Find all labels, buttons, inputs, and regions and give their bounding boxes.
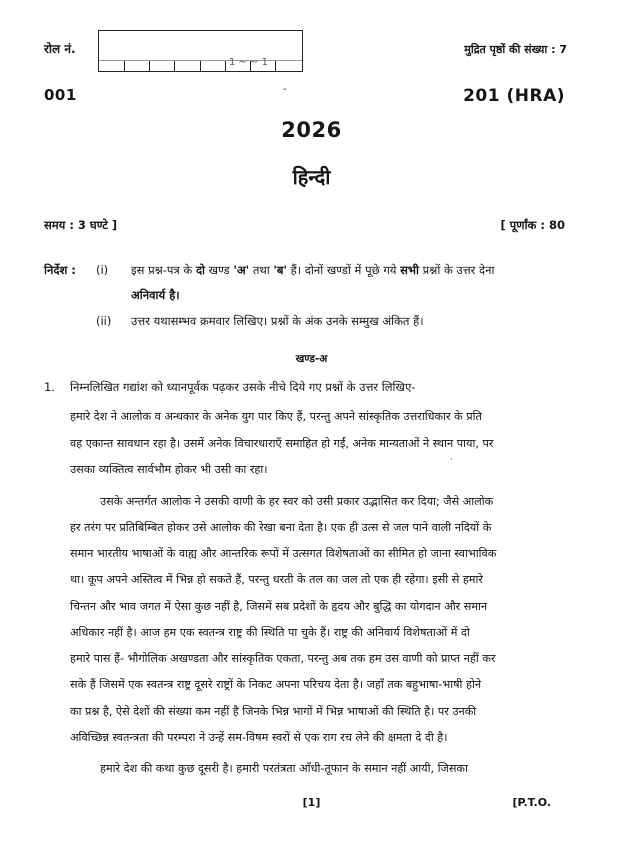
roll-box-cell-divider (275, 61, 276, 71)
passage-line: सके हैं जिसमें एक स्वतन्त्र राष्ट्र दूसरे राष्ट्रों के निकट अपना परिचय देता है। जहाँ तक बहुभाषा-भाषी होने (70, 678, 482, 691)
question-prompt: निम्नलिखित गद्यांश को ध्यानपूर्वक पढ़कर उसके नीचे दिये गए प्रश्नों के उत्तर लिखिए- (70, 380, 416, 394)
stray-mark: - (283, 84, 287, 95)
section-title: खण्ड-अ (295, 353, 328, 365)
question-number: 1. (44, 380, 55, 394)
passage-line: हमारे पास हैं- भौगोलिक अखण्डता और सांस्कृतिक एकता, परन्तु अब तक हम उस वाणी को प्राप्त नहीं कर (70, 652, 496, 665)
passage-line: अधिकार नहीं है। आज हम एक स्वतन्त्र राष्ट्र की स्थिति पा चुके हैं। राष्ट्र की अनिवार्य विशेषताओं में दो (70, 626, 470, 639)
stray-dot: · (450, 455, 453, 464)
instruction-number: (ii) (96, 314, 112, 328)
passage-line: का प्रश्न है, ऐसे देशों की संख्या कम नहीं है जिनके भिन्न भागों में भिन्न भाषाओं की स्थिति है। पर उनकी (70, 705, 477, 718)
passage-line: उसका व्यक्तित्व सार्वभौम होकर भी उसी का रहा। (70, 463, 268, 476)
max-marks: [ पूर्णांक : 80 (500, 218, 565, 232)
series-code: 001 (44, 86, 77, 104)
roll-box-cell-divider (200, 61, 201, 71)
roll-box-cell-divider (149, 61, 150, 71)
passage-line: वह एकान्त सावधान रहा है। उसमें अनेक विचारधाराएँ समाहित हो गईं, अनेक मान्यताओं ने स्थान पाया, पर (70, 437, 494, 450)
instructions-label: निर्देश : (44, 263, 76, 277)
roll-box-cell-divider (124, 61, 125, 71)
roll-box-cell-divider (174, 61, 175, 71)
roll-box-cell-divider (225, 61, 226, 71)
passage-line: हमारे देश ने आलोक व अन्धकार के अनेक युग पार किए हैं, परन्तु अपने सांस्कृतिक उत्तराधिकार के प्रति (70, 410, 482, 423)
roll-number-label: रोल नं. (44, 42, 76, 56)
printed-pages-count: मुद्रित पृष्ठों की संख्या : 7 (464, 43, 567, 56)
roll-box-scribble: 1 ~ ~ 1 (229, 57, 269, 68)
passage-line: उसके अन्तर्गत आलोक ने उसकी वाणी के हर स्वर को उसी प्रकार उद्भासित कर दिया; जैसे आलोक (100, 495, 494, 508)
passage-line: हमारे देश की कथा कुछ दूसरी है। हमारी परतंत्रता आँधी-तूफान के समान नहीं आयी, जिसका (100, 762, 468, 775)
passage-line: था। कूप अपने अस्तित्व में भिन्न हो सकते हैं, परन्तु धरती के तल का जल तो एक ही रहेगा। इसी से हमारे (70, 573, 483, 586)
exam-year: 2026 (281, 118, 342, 142)
time-allowed: समय : 3 घण्टे ] (44, 218, 118, 232)
instruction-2-text: उत्तर यथासम्भव क्रमवार लिखिए। प्रश्नों के अंक उनके सम्मुख अंकित हैं। (131, 314, 424, 328)
roll-number-box[interactable] (98, 30, 303, 72)
instruction-1-line-2: अनिवार्य है। (131, 288, 180, 302)
passage-line: चिन्तन और भाव जगत में ऐसा कुछ नहीं है, जिसमें सब प्रदेशों के हृदय और बुद्धि का योगदान और समान (70, 600, 488, 613)
please-turn-over: [P.T.O. (512, 796, 551, 809)
subject-title: हिन्दी (292, 165, 331, 189)
instruction-number: (i) (96, 263, 109, 277)
instruction-1-line-1: इस प्रश्न-पत्र के दो खण्ड 'अ' तथा 'ब' हैं। दोनों खण्डों में पूछे गये सभी प्रश्नों के उत्तर देना (131, 263, 495, 277)
paper-code: 201 (HRA) (463, 86, 565, 106)
passage-line: हर तरंग पर प्रतिबिम्बित होकर उसे आलोक की रेखा बना देता है। एक ही उत्स से जल पाने वाली नदियों के (70, 521, 492, 534)
passage-line: अविच्छिन्न स्वतन्त्रता की परम्परा ने उन्हें सम-विषम स्वरों से एक राग रच लेने की क्षमता दे दी है। (70, 731, 448, 744)
passage-line: समान भारतीय भाषाओं के वाह्य और आन्तरिक रूपों में उत्सगत विशेषताओं का सीमित हो जाना स्वाभाविक (70, 547, 497, 560)
page-number: [1] (302, 796, 321, 809)
